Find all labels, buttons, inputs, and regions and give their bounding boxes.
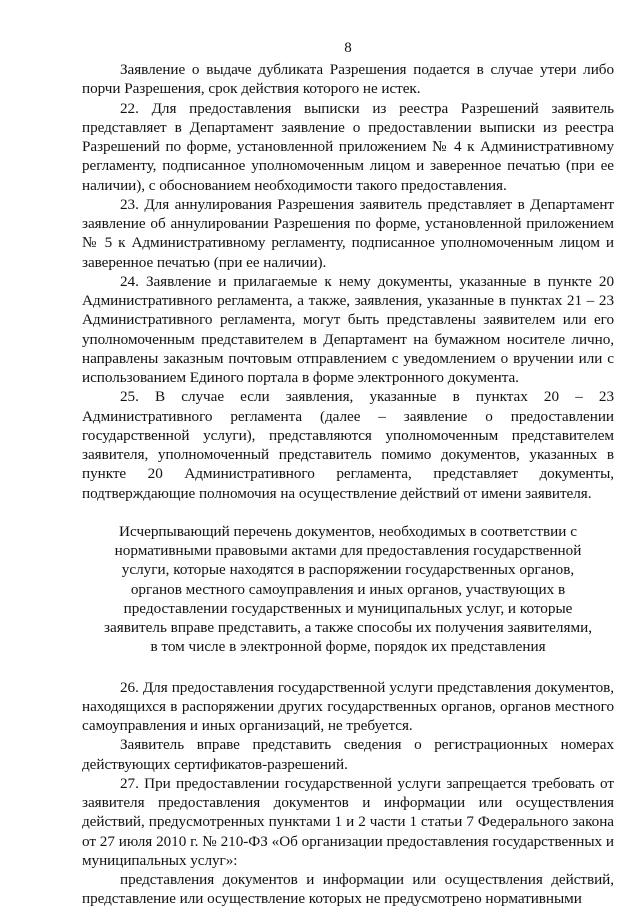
paragraph-duplicate-application: Заявление о выдаче дубликата Разрешения подается в случае утери либо порчи Разрешения, срок действия которого не истек. — [82, 61, 614, 98]
paragraph-25: 25. В случае если заявления, указанные в пунктах 20 – 23 Административного регламента (далее – заявление о предоставлении государственной услуги), представляются уполномоченным представителем заявителя, уполномоченный представитель помимо документов, указанных в пункте 20 Административного регламента, представляет документы, подтверждающие полномочия на осуществление действий от имени заявителя. — [82, 388, 614, 502]
paragraph-prohibited-requirements: представления документов и информации или осуществления действий, представление или осуществление которых не предусмотрено нормативными — [82, 871, 614, 908]
paragraph-27: 27. При предоставлении государственной услуги запрещается требовать от заявителя предоставления документов и информации или осуществления действий, предусмотренных пунктами 1 и 2 части 1 статьи 7 Федерального закона от 27 июля 2010 г. № 210-ФЗ «Об организации предоставления государственных и муниципальных услуг»: — [82, 774, 614, 869]
paragraph-26: 26. Для предоставления государственной услуги представления документов, находящихся в распоряжении других государственных органов, органов местного самоуправления и иных организаций, не требуется. — [82, 678, 614, 734]
section-heading: Исчерпывающий перечень документов, необходимых в соответствии с нормативными правовыми актами для предоставления государственной услуги, которые находятся в распоряжении государственных органов, органов местного самоуправления и иных органов, участвующих в предоставлении государственных и муниципальных услуг, и которые заявитель вправе представить, а также способы их получения заявителями, в том числе в электронной форме, порядок их представления — [103, 522, 593, 656]
page-number: 8 — [344, 40, 352, 56]
paragraph-24: 24. Заявление и прилагаемые к нему документы, указанные в пункте 20 Административного регламента, а также, заявления, указанные в пунктах 21 – 23 Административного регламента, могут быть представлены заявителем или его уполномоченным представителем в Департамент на бумажном носителе лично, направлены заказным почтовым отправлением с уведомлением о вручении или с использованием Единого портала в форме электронного документа. — [82, 272, 614, 386]
document-page — [82, 38, 614, 909]
paragraph-22: 22. Для предоставления выписки из реестра Разрешений заявитель представляет в Департамент заявление о предоставлении выписки из реестра Разрешений по форме, установленной приложением № 4 к Административному регламенту, подписанное уполномоченным лицом и заверенное печатью (при ее наличии), с обоснованием необходимости такого предоставления. — [82, 99, 614, 194]
paragraph-23: 23. Для аннулирования Разрешения заявитель представляет в Департамент заявление об аннулировании Разрешения по форме, установленной приложением № 5 к Административному регламенту, подписанное уполномоченным лицом и заверенное печатью (при ее наличии). — [82, 195, 614, 271]
paragraph-certificates: Заявитель вправе представить сведения о регистрационных номерах действующих сертификатов-разрешений. — [82, 736, 614, 773]
